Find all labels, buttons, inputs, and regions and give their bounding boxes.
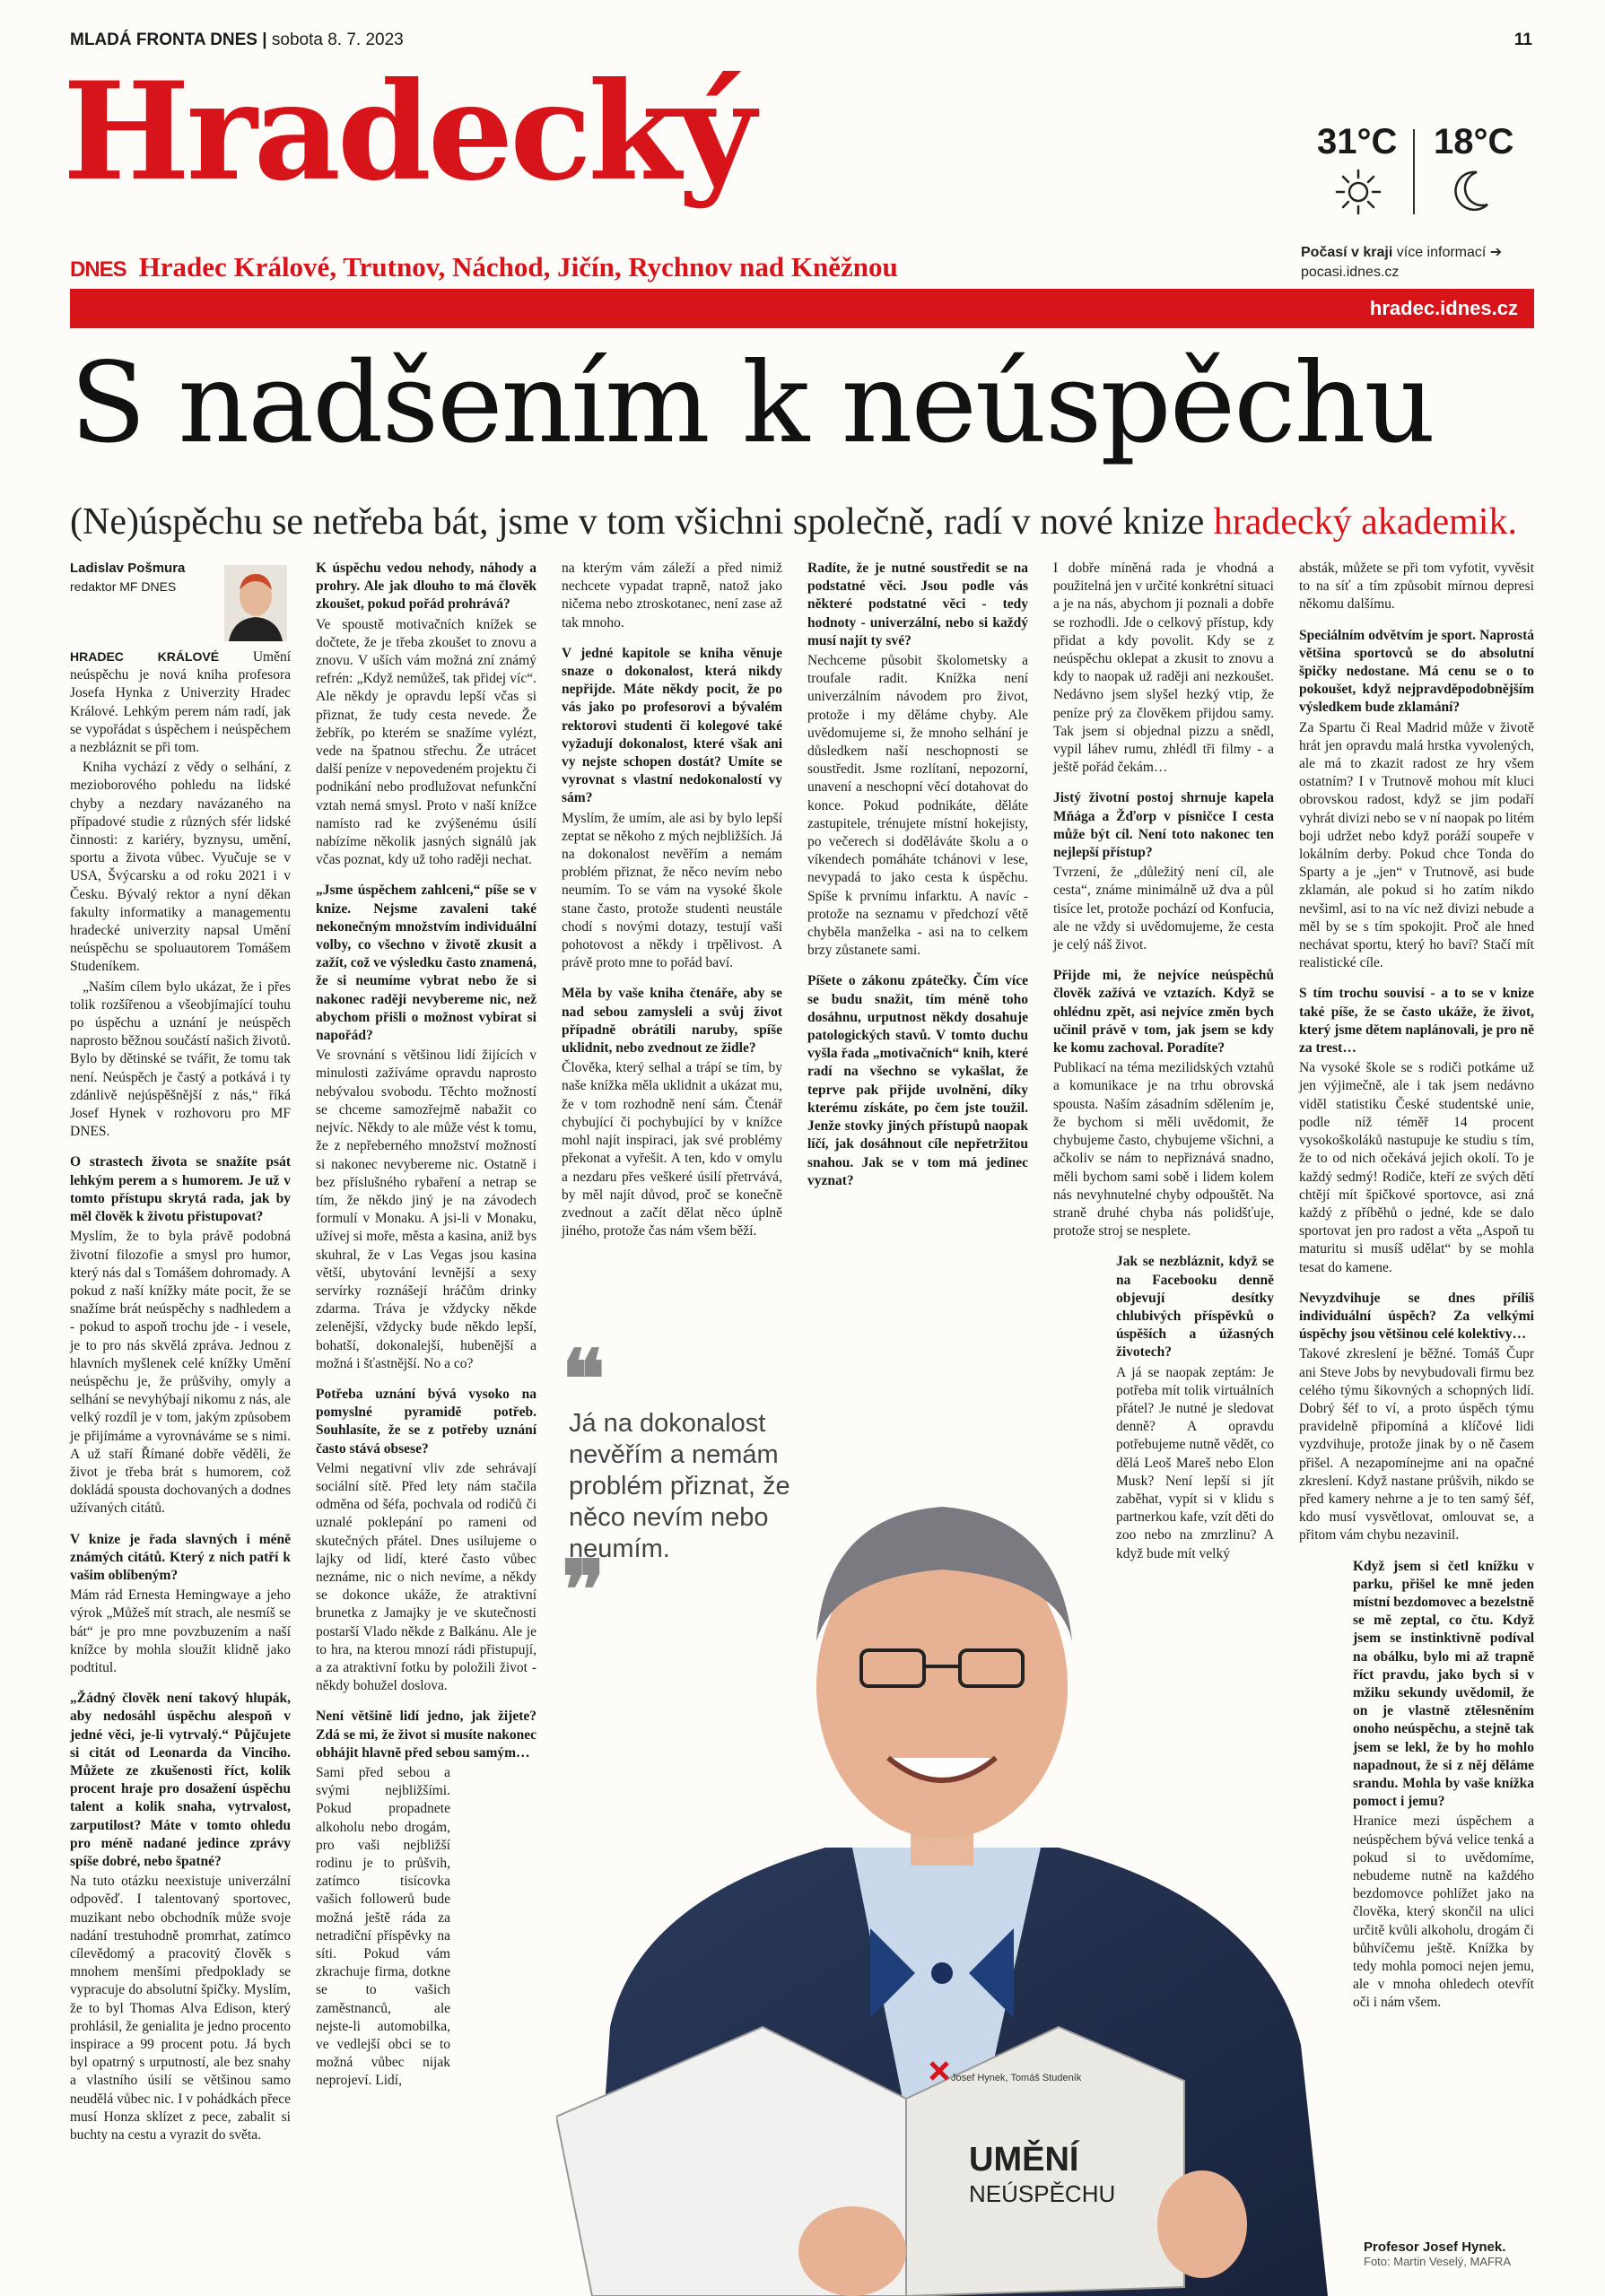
quote-mark-icon: ❞ (562, 1547, 606, 1636)
column-6 (1299, 560, 1534, 2014)
weather-info: Počasí v kraji více informací ➔ pocasi.idnes.cz (1301, 245, 1503, 280)
paper-name: MLADÁ FRONTA DNES (70, 30, 257, 49)
book-subtitle: NEÚSPĚCHU (969, 2180, 1116, 2207)
answer: Sami před sebou a svými nejbližšími. Pokud propadnete alkoholu nebo drogám, pro vaši nejbližší rodinu je to průšvih, zatímco tisícovka vašich followerů bude možná ještě ráda za netradiční příspěvky na síti. Pokud vám zkrachuje firma, dotkne se to vašich zaměstnanců, ale nejste-li automobilka, ve vedlejší obci se to možná vůbec nijak neprojeví. Lidí, (316, 1765, 450, 2089)
column-1 (70, 560, 291, 2146)
site-url[interactable]: hradec.idnes.cz (1369, 297, 1518, 319)
question: V jedné kapitole se kniha věnuje snaze o dokonalost, která nikdy nepřijde. Máte někdy pocit, že po vás jako po profesorovi a bývalém rektorovi studenti či kolegové také vyžadují dokonalost, které však ani vy nejste schopen dostát? Umíte se vyrovnat s vlastní nedokonalostí vy sám? (562, 645, 782, 806)
answer: A já se naopak zeptám: Je potřeba mít tolik virtuálních přátel? Je nutné je sledovat denně? A opravdu potřebujeme nutně vědět, co dělá Leoš Mareš nebo Elon Musk? Není lepší si jít zaběhat, vypít si v klidu s partnerkou kafe, vzít děti do zoo nebo na zmrzlinu? A když bude mít velký (1116, 1364, 1274, 1561)
day-temperature: 31°C (1317, 122, 1398, 161)
author-role: redaktor MF DNES (70, 579, 177, 595)
question: Není většině lidí jedno, jak žijete? Zdá se mi, že život si musíte nakonec obhájit hlavně před sebou samým… (316, 1709, 536, 1761)
subhead-text: (Ne)úspěchu se netřeba bát, jsme v tom všichni společně, radí v nové knize (70, 501, 1205, 543)
column-2 (316, 560, 536, 2092)
answer: I dobře míněná rada je vhodná a použitelná jen v určité konkrétní situaci a je na nás, abychom ji poznali a dobře se rozhodli. Jde o celkový přístup, kdy přidat a kdy povolit. Kdy se z neúspěchu oklepat a zkusit to znovu a kdy to naopak už raději ani nezkoušet. Nedávno jsem slyšel hezký vtip, že peníze prý za člověkem přijdou samy. Tak jsem si objednal pizzu a snědl, vypil láhev rumu, zhlédl tři filmy - a ještě pořád čekám… (1053, 561, 1274, 776)
column-5 (1053, 560, 1274, 1565)
question: Jak se nezbláznit, když se na Facebooku denně objevují desítky chlubivých příspěvků o úspěších a úžasných životech? (1116, 1254, 1274, 1361)
moon-icon (1452, 169, 1491, 213)
sun-icon (1333, 167, 1383, 217)
answer: Tvrzení, že „důležitý není cíl, ale cesta“, známe minimálně už dva a půl tisíce let, protože pochází od Konfucia, ale ne vždy si uvědomujeme, že cesta je celý náš život. (1053, 865, 1274, 953)
night-temperature: 18°C (1434, 122, 1514, 161)
masthead-top: MLADÁ FRONTA DNES | sobota 8. 7. 2023 11 (70, 30, 1532, 49)
answer: na kterým vám záleží a před nimiž nechcete vypadat trapně, natož jako ničema nebo ztroskotanec, není zase až tak mnoho. (562, 561, 782, 631)
question: Píšete o zákonu zpátečky. Čím více se budu snažit, tím méně toho dosáhnu, urputnost někdy dosahuje patologických stavů. V tomto duchu vyšla řada „motivačních“ knih, které radí na všechno se vykašlat, že teprve pak přijde uvolnění, díky kterému získáte, po čem jste toužil. Jenže stovky jiných přístupů naopak líčí, jak dosáhnout cíle nepřetržitou snahou. Jak se v tom má jedinec vyznat? (807, 973, 1028, 1188)
dnes-logo: DNES (70, 257, 126, 282)
question: Potřeba uznání bývá vysoko na pomyslné pyramidě potřeb. Souhlasíte, že se z potřeby uznání často stává obsese? (316, 1386, 536, 1457)
answer: Na vysoké škole se s rodiči potkáme už jen výjimečně, ale i tak jsem nedávno viděl statistiku České studentské unie, podle níž téměř 14 procent vysokoškoláků nastupuje ke studiu s tím, že to od nich očekává jejich okolí. To je každý sedmý! Rodiče, kteří ze svých dětí chtějí mít špičkové sportovce, asi zná každý z příběhů o jedné, kde se dalo sportovat jen pro radost a věta „Aspoň tu maturitu si musíš udělat“ by se mohla tesat do kamene. (1299, 1060, 1534, 1275)
weather-divider (1413, 129, 1415, 214)
subheadline (70, 499, 1517, 545)
paragraph: „Naším cílem bylo ukázat, že i přes tolik rozšířenou a všeobjímající touhu po úspěchu a uznání je neúspěch naprosto běžnou součástí našich životů. Bylo by dětinské se tvářit, že tomu tak není. Neúspěch je častý a potkává i ty zdánlivě nejúspěšnější z nás,“ říká Josef Hynek v rozhovoru pro MF DNES. (70, 978, 291, 1140)
issue-date: sobota 8. 7. 2023 (271, 30, 404, 49)
paragraph: Umění neúspěchu je nová kniha profesora Josefa Hynka z Univerzity Hradec Králové. Lehkým perem nám radí, jak se vypořádat s úspěchem i neúspěchem a nezbláznit se při tom. (70, 649, 292, 756)
weather-url[interactable]: pocasi.idnes.cz (1301, 265, 1400, 280)
section-brand: Hradecký (63, 53, 753, 211)
pull-quote-text: Já na dokonalost nevěřím a nemám problém přiznat, že něco nevím nebo neumím. (569, 1409, 790, 1563)
question: S tím trochu souvisí - a to se v knize také píše, že se často ukáže, že život, který jsme dětem naplánovali, je pro ně za trest… (1299, 986, 1534, 1057)
page-number: 11 (1513, 30, 1532, 49)
answer: Mám rád Ernesta Hemingwaye a jeho výrok „Můžeš mít strach, ale nesmíš se bát“ je pro mne povzbuzením a naší knížce by mohla sloužit klidně jako podtitul. (70, 1587, 291, 1675)
author-photo (224, 565, 287, 641)
question: K úspěchu vedou nehody, náhody a prohry. Ale jak dlouho to má člověk zkoušet, pokud pořád prohrává? (316, 561, 536, 613)
answer: Myslím, že to byla právě podobná životní filozofie a smysl pro humor, který nás dal s Tomášem dohromady. A pokud z naší knížky máte pocit, že se snažíme brát neúspěchy s nadhledem a - pokud to aspoň trochu jde - i vesele, je to pro nás skvělá zpráva. Jednou z hlavních myšlenek celé knížky Umění neúspěchu je, že průšvihy, omyly a selhání se nevyhýbají nikomu z nás, ale velký rozdíl je v tom, jakým způsobem je přijímáme a vyrovnáváme se s nimi. A už staří Římané dobře věděli, že život je třeba brát s humorem, což dokládá spousta dochovaných a dodnes užívaných citátů. (70, 1229, 291, 1517)
weather-more-link[interactable]: více informací (1396, 245, 1487, 260)
question: V knize je řada slavných i méně známých citátů. Který z nich patří k vašim oblíbeným? (70, 1531, 291, 1583)
dateline: HRADEC KRÁLOVÉ (70, 649, 220, 664)
question: „Žádný člověk není takový hlupák, aby nedosáhl úspěchu alespoň v jedné věci, je-li vytrvalý.“ Půjčujete si citát od Leonarda da Vinciho. Můžete ze zkušenosti říct, kolik procent hraje pro dosažení úspěchu talent a kolik snaha, vytrvalost, zarputilost? Máte v tomto ohledu pro méně nadané jedince zprávy spíše dobré, nebo špatné? (70, 1691, 291, 1869)
question: O strastech života se snažíte psát lehkým perem a s humorem. Je už v tomto přístupu skrytá rada, jak by měl člověk k životu přistupovat? (70, 1154, 291, 1225)
column-3 (562, 560, 782, 1242)
answer: Na tuto otázku neexistuje univerzální odpověď. I talentovaný sportovec, muzikant nebo obchodník může svoje nadání trestuhodně promrhat, zatímco cílevědomý a pracovitý člověk s mnohem menšími předpoklady se vypracuje do absolutní špičky. Myslím, že to byl Thomas Alva Edison, který prohlásil, že genialita je jedno procento inspirace a 99 procent potu. Já bych byl opatrný s urputností, ale bez snahy a vlastního úsilí se většinou samo neudělá vůbec nic. I v pohádkách přece musí Honza sklízet z pece, zabalit si buchty na cestu a vyrazit do světa. (70, 1874, 291, 2144)
region-line (70, 251, 898, 283)
answer: Ve srovnání s většinou lidí žijících v minulosti zažíváme opravdu naprosto nebývalou svobodu. Těchto možností se chceme samozřejmě nabažit co nejvíc. Někdy to ale může vést k tomu, že z nepřeberného množství možností si nakonec nevybereme nic. Ostatně i bez příslušného rybaření a netrap se tím, že někdo jiný je na závodech formulí v Monaku. A jsi-li v Monaku, užívej si moře, města a kasina, aniž bys skuhral, že v Las Vegas jsou kasina větší, ubytování levnější a sexy servírky roznášejí hráčům drinky zdarma. Tráva je vždycky někde zelenější, vždycky bude někdo lepší, bohatší, dokonalejší, hubenější a možná i šťastnější. No a co? (316, 1048, 536, 1371)
headline: S nadšením k neúspěchu (70, 339, 1435, 468)
author-name: Ladislav Pošmura (70, 561, 186, 576)
question: Speciálním odvětvím je sport. Naprostá většina sportovců se do absolutní špičky nedostane. Má cenu se o to pokoušet, když nejpravděpodobnějším výsledkem bude zklamání? (1299, 627, 1534, 716)
caption-name: Profesor Josef Hynek. (1364, 2239, 1506, 2255)
weather-box (1301, 122, 1534, 283)
book-authors: Josef Hynek, Tomáš Studeník (951, 2073, 1082, 2083)
answer: Ve spoustě motivačních knížek se dočtete, že je třeba zkoušet to znovu a znovu. V uších vám možná zní známý refrén: „Když nemůžeš, tak přidej víc“. Ale někdy je opravdu lepší včas si přiznat, že tudy cesta nevede. Že žebřík, po kterém se snažíme vylézt, vede na špatnou střechu. Že utrácet další peníze v nepovedeném projektu či podnikání nebo prodlužovat nefunkční vztah nemá smysl. Proto v naší knížce namísto rad ke zvýšenému úsilí nabízíme několik jasných signálů jak včas poznat, kdy už toho raději nechat. (316, 616, 536, 868)
answer: absták, můžete se při tom vyfotit, vyvěsit to na síť a tím způsobit mírnou depresi někomu dalšímu. (1299, 561, 1534, 613)
subhead-highlight: hradecký akademik. (1213, 501, 1517, 543)
weather-label: Počasí v kraji (1301, 245, 1393, 260)
question: Měla by vaše kniha čtenáře, aby se nad sebou zamysleli a svůj život případně obrátili naruby, spíše uklidnit, nebo zvednout ze židle? (562, 986, 782, 1057)
answer: Myslím, že umím, ale asi by bylo lepší zeptat se někoho z mých nejbližších. Já na dokonalost nevěřím a nemám problém přiznat, že něco nevím nebo neumím. To se vám na vysoké škole stane často, protože studenti neustále chodí s novými dotazy, testují vaši pohotovost a někdy i trpělivost. A právě proto mne to pořád baví. (562, 810, 782, 971)
answer: Takové zkreslení je běžné. Tomáš Čupr ani Steve Jobs by nevybudovali firmu bez celého týmu šikovných a schopných lidí. Dobrý šéf to ví, a proto úspěch týmu pravidelně připomíná a klíčové lidi vyzdvihuje, protože jinak by o ně časem přišel. A nezapomínejme ani na opačné zkreslení. Když nastane průšvih, nikdo se před kamery nehrne a je to ten samý šéf, kdo musí vysvětlovat, omlouvat se, a přitom vám chybu nezavinil. (1299, 1346, 1534, 1544)
pull-quote (562, 1336, 795, 1636)
answer: Hranice mezi úspěchem a neúspěchem bývá velice tenká a pokud si to uvědomíme, nebudeme nutně na každého bezdomovce pohlížet jako na člověka, který skončil na ulici určitě kvůli alkoholu, drogám či bůhvíčemu ještě. Knížka by tedy mohla pomoci nejen jemu, ale v mnoha ohledech otevřít oči i nám všem. (1353, 1813, 1534, 2011)
answer: Publikací na téma mezilidských vztahů a komunikace je na trhu obrovská spousta. Naším zásadním sdělením je, že bychom si měli uvědomit, že chybujeme často, chybujeme všichni, a ačkoliv se nám to nepřiznává snadno, měli bychom sami sobě i lidem kolem nás nevyhnutelné chyby odpouštět. Na straně druhé chyba nás polidšťuje, protože stroj se nesplete. (1053, 1060, 1274, 1239)
book-title: UMĚNÍ (969, 2141, 1079, 2179)
paragraph: Kniha vychází z vědy o selhání, z mezioborového pohledu na lidské chyby a nezdary navázaného na případové studie z různých sfér lidské činnosti: z kariéry, byznysu, umění, sportu a života vůbec. Vyučuje se v USA, Švýcarsku a od roku 2021 i v Česku. Bývalý rektor a nyní děkan fakulty informatiky a managementu hradecké univerzity napsal Umění neúspěchu se spoluautorem Tomášem Studeníkem. (70, 760, 291, 975)
red-bar (70, 289, 1534, 328)
photo-caption (1364, 2239, 1511, 2268)
column-4 (807, 560, 1028, 1192)
question: Nevyzdvihuje se dnes příliš individuální úspěch? Za velkými úspěchy jsou většinou celé kolektivy… (1299, 1290, 1534, 1343)
answer: Velmi negativní vliv zde sehrávají sociální sítě. Před lety nám stačila odměna od šéfa, pochvala od rodičů či uznalé poklepání po rameni od skutečných přátel. Dnes usilujeme o lajky od lidí, které často vůbec neznáme, nic o nich nevíme, a někdy se dokonce ukáže, že atraktivní brunetka z Jamajky je ve skutečnosti postarší Vlado někde z Balkánu. Ale je to hra, na kterou mnozí rádi přistupují, a za atraktivní fotku by položili život - někdy bohužel doslova. (316, 1460, 536, 1694)
question: Jistý životní postoj shrnuje kapela Mňága a Žďorp v písničce I cesta může být cíl. Není toto nakonec ten nejlepší přístup? (1053, 790, 1274, 861)
question: Když jsem si četl knížku v parku, přišel ke mně jeden místní bezdomovec a bezelstně se mě zeptal, co čtu. Když jsem se instinktivně podíval na obálku, bylo mi až trapně říct pravdu, jako bych si v mžiku sekundy uvědomil, že on je vlastně ztělesněním onoho neúspěchu, a stejně tak jsem se lekl, že by ho mohlo napadnout, že si z něj děláme srandu. Mohla by vaše knížka pomoct i jemu? (1353, 1558, 1534, 1810)
answer: Nechceme působit školometsky a troufale radit. Knížka není univerzálním návodem pro život, protože i my děláme chyby. Ale uvědomujeme si, že mnoho selhání je důsledkem naší neschopnosti se soustředit. Jsme rozlítaní, nepozorní, unavení a neschopní věcí dotahovat do konce. Pokud podnikáte, děláte zastupitele, trénujete místní hokejisty, po večerech si doděláváte školu a o víkendech pomáháte tchánovi v lese, nevypadá to jako cesta k úspěchu. Spíše k prvnímu infarktu. A navíc - protože na seznamu v předchozí větě chyběla manželka - asi na to celkem brzy zůstanete sami. (807, 653, 1028, 959)
question: „Jsme úspěchem zahlceni,“ píše se v knize. Nejsme zavaleni také nekonečným množstvím individuální volby, co všechno v životě zkusit a zažít, což ve výsledku často znamená, že si neumíme vybrat nebo že si nakonec raději nevybereme nic, než abychom přišli o možnost vybírat si napořád? (316, 883, 536, 1044)
photo-credit: Foto: Martin Veselý, MAFRA (1364, 2255, 1511, 2268)
regions-list: Hradec Králové, Trutnov, Náchod, Jičín, Rychnov nad Kněžnou (138, 251, 898, 283)
quote-mark-icon: ❝ (562, 1336, 606, 1425)
answer: Za Spartu či Real Madrid může v životě hrát jen opravdu malá hrstka vyvolených, ale má to zkazit radost ze hry všem ostatním? I v Trutnově mohou mít kluci obrovskou radost, když se jim podaří vyhrát divizi nebo se v ní naopak po litém boji udržet nebo když poráží soupeře v lokálním derby. Pokud chce Tonda do Sparty a je „jen“ v Trutnově, asi bude zklamán, ale pokud si ho zatím nikdo nevšiml, asi to na víc než divizi nebude a měl by se s tím spokojit. Proč ale hned nechávat sportu, který ho baví? Stačí mít realistické cíle. (1299, 719, 1534, 971)
question: Přijde mi, že nejvíce neúspěchů člověk zažívá ve vztazích. Když se ohlédnu zpět, asi nejvíce změn bych učinil právě v tom, jak jsem se kdy ke komu zachoval. Poradíte? (1053, 968, 1274, 1057)
answer: Člověka, který selhal a trápí se tím, by naše knížka měla uklidnit a ukázat mu, že v tom rozhodně není sám. Čtenář chybující či pochybující by v knížce mohl najít inspiraci, jak své problémy překonat a vyřešit. A ten, kdo v omylu a nezdaru přes veškeré úsilí přetrvává, by měl najít důvod, proč se konečně zvednout a začít dělat něco úplně jiného, protože čas nám všem běží. (562, 1060, 782, 1239)
question: Radíte, že je nutné soustředit se na podstatné věci. Jsou podle vás některé podstatné věci - tedy hodnoty - univerzální, nebo si každý musí najít ty své? (807, 561, 1028, 648)
